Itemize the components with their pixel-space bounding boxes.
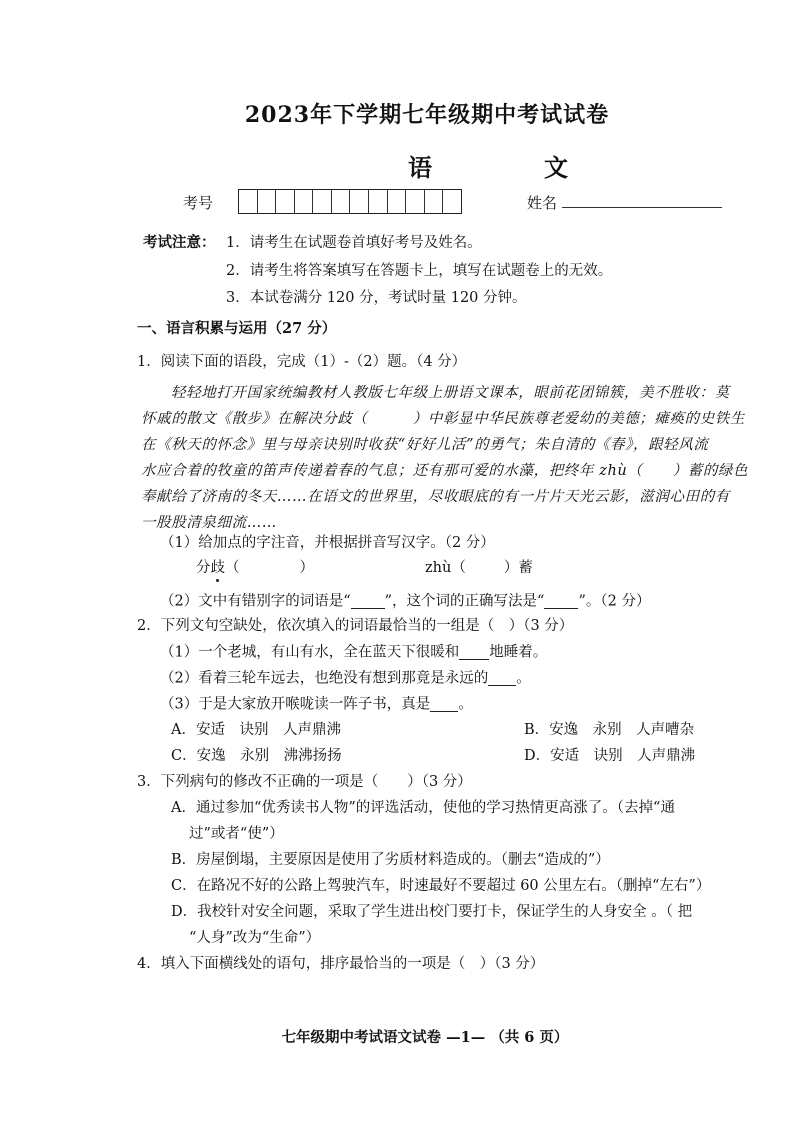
exam-no-boxes[interactable] — [238, 189, 462, 214]
sub2-mid: ”，这个词的正确写法是“ — [384, 593, 545, 610]
s3-text: （3）于是大家放开喉咙读一阵子书，真是 — [160, 696, 431, 713]
notice-item: 1．请考生在试题卷首填好考号及姓名。 — [226, 235, 482, 251]
subject-title: 语 文 — [408, 153, 612, 182]
answer-blank[interactable] — [430, 697, 458, 712]
zhu-pinyin: zhù（ — [425, 560, 466, 576]
answer-blank[interactable] — [488, 671, 516, 686]
name-line[interactable] — [562, 207, 722, 208]
section-heading: 一、语言积累与运用（27 分） — [137, 320, 337, 337]
name-label: 姓名 — [527, 194, 558, 212]
option-C[interactable]: C．安逸 永别 沸沸扬扬 — [171, 748, 342, 764]
q2-sentence-1 — [160, 645, 547, 660]
passage-line: 在《秋天的怀念》里与母亲诀别时收获“好好儿活”的勇气；朱自清的《春》，跟轻风流 — [141, 437, 709, 453]
fenqi-word: 分歧（ — [196, 560, 240, 576]
option-B[interactable]: B．安逸 永别 人声嘈杂 — [524, 722, 695, 738]
page-footer: 七年级期中考试语文试卷 —1— （共 6 页） — [281, 1029, 569, 1046]
option-D-cont: “人身”改为“生命”） — [189, 930, 321, 946]
answer-fenqi — [196, 561, 314, 576]
fenqi-close: ） — [299, 560, 314, 576]
passage-line: 奉献给了济南的冬天……在语文的世界里，尽收眼底的有一片片天光云影，滋润心田的有 — [141, 489, 730, 505]
answer-blank[interactable] — [459, 645, 489, 660]
option-D[interactable]: D．我校针对安全问题，采取了学生进出校门要打卡，保证学生的人身安全 。（ 把 — [171, 904, 693, 920]
question-1-stem: 1．阅读下面的语段，完成（1）-（2）题。（4 分） — [137, 354, 467, 370]
sub2-prefix: （2）文中有错别字的词语是“ — [160, 593, 351, 610]
question-3-stem: 3．下列病句的修改不正确的一项是（ ）（3 分） — [137, 774, 472, 790]
passage-line: 水应合着的牧童的笛声传递着春的气息；还有那可爱的水藻，把终年 zhù（ ）蓄的绿色 — [141, 463, 749, 479]
exam-title: 2023年下学期七年级期中考试试卷 — [244, 102, 610, 128]
q2-sentence-2 — [160, 671, 531, 686]
sub2-suffix: ”。（2 分） — [578, 593, 651, 610]
answer-zhu — [425, 561, 533, 576]
question-1-sub2 — [160, 594, 650, 609]
notice-label: 考试注意： — [143, 234, 216, 251]
option-D[interactable]: D．安适 诀别 人声鼎沸 — [524, 748, 696, 764]
passage-line: 一股股清泉细流…… — [141, 515, 277, 531]
option-A-cont: 过”或者“使”） — [189, 826, 284, 842]
q2-sentence-3 — [160, 697, 473, 712]
zhu-close: ）蓄 — [503, 560, 533, 576]
exam-no-label: 考号 — [183, 194, 214, 212]
s2-text-end: 。 — [516, 670, 531, 687]
answer-blank[interactable] — [544, 594, 578, 609]
passage-line: 怀戚的散文《散步》在解决分歧（ ）中彰显中华民族尊老爱幼的美德；瘫痪的史铁生 — [141, 411, 745, 427]
question-1-sub1: （1）给加点的字注音，并根据拼音写汉字。（2 分） — [160, 535, 495, 551]
s1-text-end: 地睡着。 — [489, 644, 548, 661]
passage-line: 轻轻地打开国家统编教材人教版七年级上册语文课本，眼前花团锦簇，美不胜收：莫 — [171, 385, 730, 401]
option-A[interactable]: A．通过参加“优秀读书人物”的评选活动，使他的学习热情更高涨了。（去掉“通 — [171, 800, 675, 816]
option-B[interactable]: B．房屋倒塌，主要原因是使用了劣质材料造成的。（删去“造成的”） — [171, 852, 610, 868]
answer-blank[interactable] — [351, 594, 385, 609]
s1-text: （1）一个老城，有山有水，全在蓝天下很暖和 — [160, 644, 460, 661]
question-4-stem: 4．填入下面横线处的语句，排序最恰当的一项是（ ）（3 分） — [137, 956, 545, 972]
notice-item: 2．请考生将答案填写在答题卡上，填写在试题卷上的无效。 — [226, 263, 613, 279]
option-C[interactable]: C．在路况不好的公路上驾驶汽车，时速最好不要超过 60 公里左右。（删掉“左右”） — [171, 878, 711, 894]
s2-text: （2）看着三轮车远去，也绝没有想到那竟是永远的 — [160, 670, 489, 687]
s3-text-end: 。 — [458, 696, 473, 713]
notice-item: 3．本试卷满分 120 分，考试时量 120 分钟。 — [226, 290, 527, 306]
option-A[interactable]: A．安适 诀别 人声鼎沸 — [171, 722, 341, 738]
question-2-stem: 2．下列文句空缺处，依次填入的词语最恰当的一组是（ ）（3 分） — [137, 618, 574, 634]
